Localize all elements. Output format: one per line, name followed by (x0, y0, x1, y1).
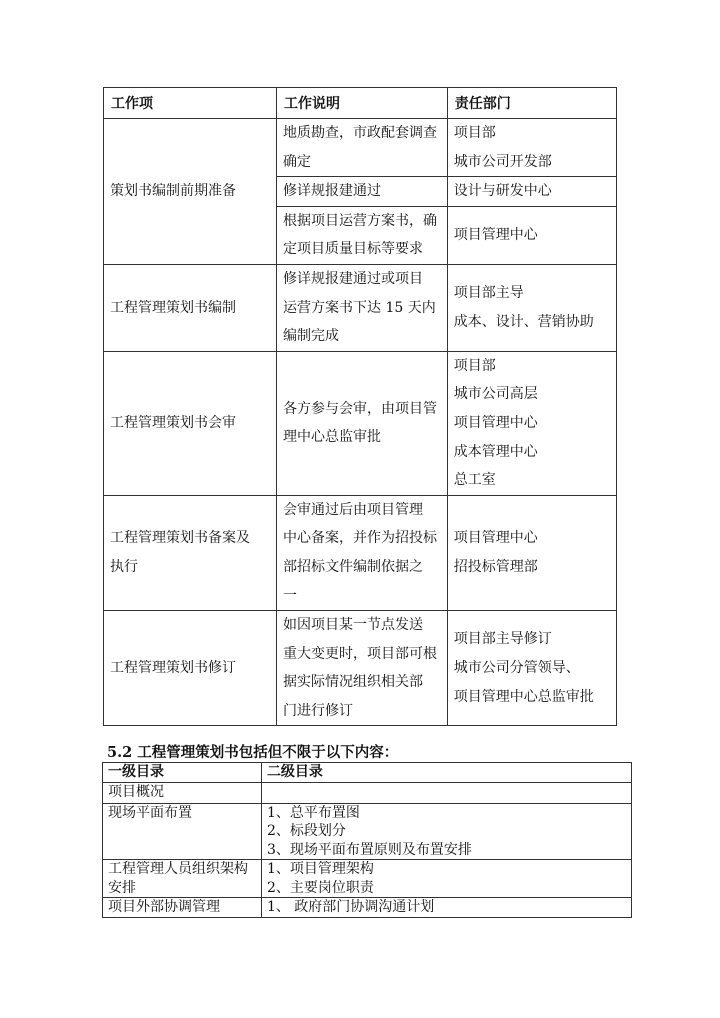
text-line: 成本管理中心 (453, 443, 538, 460)
text-line: 修详规报建通过或项目 (283, 270, 423, 287)
description-cell (277, 206, 448, 264)
text-line: 策划书编制前期准备 (110, 183, 236, 200)
header-work-description: 工作说明 (277, 88, 448, 119)
level1-cell (103, 782, 262, 803)
text-line: 城市公司开发部 (453, 153, 552, 170)
text-line: 工程管理策划书编制 (110, 299, 236, 316)
text-line: 项目管理中心总监审批 (453, 688, 594, 705)
contents-table (102, 762, 632, 918)
dept-cell (447, 119, 616, 177)
dept-cell (447, 206, 616, 264)
description-cell (277, 264, 448, 351)
text-line: 工程管理策划书备案及 (110, 530, 250, 547)
text-line: 运营方案书下达 15 天内 (283, 299, 436, 316)
responsibility-table (103, 87, 617, 726)
text-line: 项目管理中心 (453, 414, 538, 431)
header-work-item: 工作项 (104, 88, 277, 119)
level2-cell (261, 898, 631, 918)
table-row (103, 803, 632, 860)
text-line: 项目部主导 (453, 285, 524, 302)
text-line: 工程管理策划书会审 (110, 414, 236, 431)
text-line: 设计与研发中心 (453, 183, 552, 200)
text-line: 项目外部协调管理 (108, 899, 220, 915)
work-item-cell (104, 351, 277, 495)
description-cell (277, 119, 448, 177)
text-line: 2、主要岗位职责 (266, 879, 374, 896)
text-line: 安排 (108, 879, 136, 896)
section-heading: 5.2 工程管理策划书包括但不限于以下内容： (107, 744, 399, 761)
text-line: 根据项目运营方案书，确 (283, 212, 437, 229)
text-line: 部招标文件编制依据之 (283, 558, 423, 575)
text-line: 理中心总监审批 (283, 429, 381, 446)
text-line: 重大变更时，项目部可根 (283, 645, 437, 662)
text-line: 编制完成 (283, 328, 339, 345)
text-line: 会审通过后由项目管理 (283, 501, 423, 518)
work-item-cell (104, 264, 277, 351)
header-level2: 二级目录 (261, 763, 631, 783)
text-line: 项目部 (453, 125, 496, 141)
text-line: 3、现场平面布置原则及布置安排 (266, 841, 472, 858)
text-line: 城市公司高层 (453, 386, 538, 403)
level2-cell (261, 803, 631, 860)
table-row (104, 119, 617, 177)
text-line: 项目部 (453, 357, 496, 374)
text-line: 确定 (283, 153, 311, 170)
table-row (103, 898, 632, 918)
text-line: 项目部主导修订 (453, 631, 552, 648)
header-level1: 一级目录 (103, 763, 262, 783)
description-cell (277, 495, 448, 610)
table-row (103, 782, 632, 803)
work-item-cell (104, 611, 277, 726)
text-line: 项目概况 (108, 784, 164, 801)
table-row (104, 351, 617, 495)
level1-cell (103, 860, 262, 898)
text-line: 门进行修订 (283, 702, 353, 719)
text-line: 执行 (110, 558, 138, 575)
text-line: 2、标段划分 (266, 823, 346, 839)
description-cell (277, 351, 448, 495)
text-line: 1、 政府部门协调沟通计划 (266, 899, 435, 915)
text-line: 修详规报建通过 (283, 183, 381, 200)
table-header-row (104, 88, 617, 119)
text-line: 现场平面布置 (108, 804, 192, 821)
text-line: 1、总平布置图 (266, 804, 360, 821)
dept-cell (447, 611, 616, 726)
text-line: 1、项目管理架构 (266, 861, 374, 877)
work-item-cell (104, 495, 277, 610)
text-line: 定项目质量目标等要求 (283, 241, 423, 258)
text-line: 如因项目某一节点发送 (283, 617, 423, 634)
dept-cell (447, 495, 616, 610)
dept-cell (447, 177, 616, 207)
text-line: 一 (283, 587, 297, 604)
text-line: 地质勘查，市政配套调查 (283, 125, 437, 141)
text-line: 城市公司分管领导、 (453, 659, 580, 676)
table-row (104, 495, 617, 610)
text-line: 工程管理策划书修订 (110, 659, 236, 676)
table-row (104, 611, 617, 726)
dept-cell (447, 264, 616, 351)
dept-cell (447, 351, 616, 495)
description-cell (277, 177, 448, 207)
table-row (103, 860, 632, 898)
text-line: 总工室 (453, 472, 496, 489)
text-line: 招投标管理部 (453, 558, 538, 575)
level2-cell (261, 860, 631, 898)
text-line: 工程管理人员组织架构 (108, 861, 248, 877)
level1-cell (103, 898, 262, 918)
table-row (104, 264, 617, 351)
text-line: 项目管理中心 (453, 530, 538, 547)
text-line: 项目管理中心 (453, 227, 538, 244)
work-item-cell (104, 119, 277, 265)
text-line: 各方参与会审，由项目管 (283, 400, 437, 417)
table-header-row (103, 763, 632, 783)
text-line: 中心备案，并作为招投标 (283, 530, 437, 547)
text-line: 成本、设计、营销协助 (453, 313, 594, 330)
text-line: 据实际情况组织相关部 (283, 674, 423, 691)
level1-cell (103, 803, 262, 860)
level2-cell (261, 782, 631, 803)
description-cell (277, 611, 448, 726)
header-responsible-dept: 责任部门 (447, 88, 616, 119)
